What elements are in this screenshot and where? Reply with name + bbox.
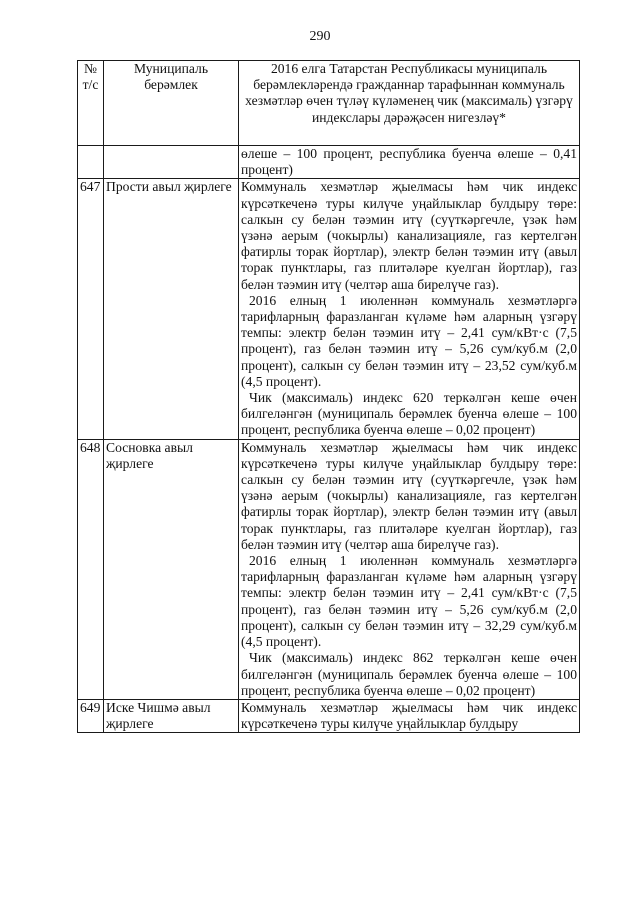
row-description bbox=[239, 699, 580, 732]
row-municipality: Иске Чишмә авыл җирлеге bbox=[104, 699, 239, 732]
continuation-text: өлеше – 100 процент, республика буенча өлеше – 0,41 процент) bbox=[241, 146, 577, 178]
row-number: 649 bbox=[78, 699, 104, 732]
header-description: 2016 елга Татарстан Республикасы муниципаль берәмлекләрендә гражданнар тарафыннан коммуналь хезмәтләр өчен түләү күләменең чик (максималь) үзгәрү индекслары дәрәҗәсен нигезләү* bbox=[239, 61, 580, 146]
header-number: № т/с bbox=[78, 61, 104, 146]
row-description bbox=[239, 179, 580, 439]
row-municipality: Прости авыл җирлеге bbox=[104, 179, 239, 439]
continuation-description-cell bbox=[239, 146, 580, 179]
row-paragraph: Чик (максималь) индекс 862 теркәлгән кеше өчен билгеләнгән (муниципаль берәмлек буенча өлеше – 100 процент, республика буенча өлеше – 0,02 процент) bbox=[241, 650, 577, 698]
row-paragraph: Коммуналь хезмәтләр җыелмасы һәм чик индекс күрсәткеченә туры килүче уңайлыклар булдыру төре: салкын су белән тәэмин итү (суүткәргечле, үзәк һәм үзәнә аерым (чокырлы) канализацияле, газ кертелгән фатирлы торак йортлар), электр белән тәэмин итү (авыл торак пунктлары, газ плитәләре куелган йортлар), газ белән тәэмин итү (челтәр аша бирелүче газ). bbox=[241, 179, 577, 292]
row-number: 648 bbox=[78, 439, 104, 699]
table-row bbox=[78, 699, 580, 732]
row-paragraph: 2016 елның 1 июленнән коммуналь хезмәтләргә тарифларның фаразланган күләме һәм аларның үзгәрү темпы: электр белән тәэмин итү – 2,41 сум/кВт·с (7,5 процент), газ белән тәэмин итү – 5,26 сум/куб.м (2,0 процент), салкын су белән тәэмин итү – 23,52 сум/куб.м (4,5 процент). bbox=[241, 292, 577, 389]
row-paragraph: Коммуналь хезмәтләр җыелмасы һәм чик индекс күрсәткеченә туры килүче уңайлыклар булдыру bbox=[241, 699, 577, 732]
row-paragraph: 2016 елның 1 июленнән коммуналь хезмәтләргә тарифларның фаразланган күләме һәм аларның үзгәрү темпы: электр белән тәэмин итү – 2,41 сум/кВт·с (7,5 процент), газ белән тәэмин итү – 5,26 сум/куб.м (2,0 процент), салкын су белән тәэмин итү – 32,29 сум/куб.м (4,5 процент). bbox=[241, 553, 577, 650]
header-municipality: Муниципаль берәмлек bbox=[104, 61, 239, 146]
continuation-municipality-cell bbox=[104, 146, 239, 179]
table-row bbox=[78, 179, 580, 439]
row-municipality: Сосновка авыл җирлеге bbox=[104, 439, 239, 699]
tariff-index-table bbox=[77, 60, 580, 733]
page-number: 290 bbox=[309, 29, 331, 44]
row-number: 647 bbox=[78, 179, 104, 439]
row-paragraph: Чик (максималь) индекс 620 теркәлгән кеше өчен билгеләнгән (муниципаль берәмлек буенча өлеше – 100 процент, республика буенча өлеше – 0,02 процент) bbox=[241, 390, 577, 438]
continuation-number-cell bbox=[78, 146, 104, 179]
table-row bbox=[78, 439, 580, 699]
row-description bbox=[239, 439, 580, 699]
table-header-row bbox=[78, 61, 580, 146]
table-row-continuation bbox=[78, 146, 580, 179]
row-paragraph: Коммуналь хезмәтләр җыелмасы һәм чик индекс күрсәткеченә туры килүче уңайлыклар булдыру төре: салкын су белән тәэмин итү (суүткәргечле, үзәк һәм үзәнә аерым (чокырлы) канализацияле, газ кертелгән фатирлы торак йортлар), электр белән тәэмин итү (авыл торак пунктлары, газ плитәләре куелган йортлар), газ белән тәэмин итү (челтәр аша бирелүче газ). bbox=[241, 439, 577, 552]
